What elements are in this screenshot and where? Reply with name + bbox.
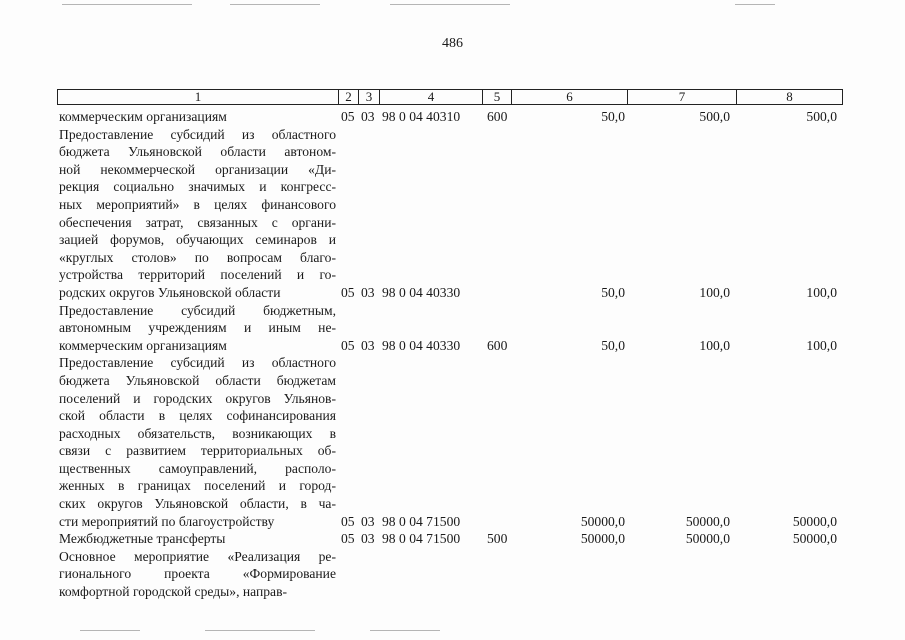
amount-col-8: 100,0: [806, 337, 837, 353]
amount-col-6: 50000,0: [580, 513, 625, 529]
section-code: 05: [341, 513, 355, 529]
header-col-6: 6: [512, 90, 628, 104]
description-line: ской области в целях софинансирования: [59, 408, 336, 424]
description-line: родских округов Ульяновской области: [59, 284, 281, 300]
amount-col-8: 100,0: [806, 284, 837, 300]
description-line: автономным учреждениям и иным не-: [59, 320, 336, 336]
subsection-code: 03: [361, 284, 375, 300]
table-row: [57, 302, 843, 355]
header-col-2: 2: [339, 90, 359, 104]
description-line: обеспечения затрат, связанных с органи-: [59, 214, 336, 230]
section-code: 05: [341, 109, 355, 124]
description-line: щественных самоуправлений, располо-: [59, 460, 336, 476]
amount-col-6: 50,0: [601, 109, 625, 124]
subsection-code: 03: [361, 513, 375, 529]
amount-col-6: 50,0: [601, 284, 625, 300]
header-col-8: 8: [786, 89, 793, 104]
table-header: [57, 89, 843, 105]
description-line: женных в границах поселений и город-: [59, 478, 336, 494]
scan-artifact: [390, 4, 510, 5]
amount-col-7: 50000,0: [685, 513, 730, 529]
amount-col-8: 500,0: [806, 109, 837, 124]
description-line: Межбюджетные трансферты: [59, 531, 226, 547]
amount-col-7: 500,0: [699, 109, 730, 124]
amount-col-8: 50000,0: [792, 531, 837, 547]
expense-type-code: 500: [487, 531, 508, 547]
description-line: «круглых столов» по вопросам благо-: [59, 249, 336, 265]
header-col-3: 3: [359, 90, 380, 104]
description-line: устройства территорий поселений и го-: [59, 267, 336, 283]
description-line: гионального проекта «Формирование: [59, 566, 336, 582]
table-row: [57, 126, 843, 302]
description-line: расходных обязательств, возникающих в: [59, 425, 336, 441]
description-line: рекция социально значимых и конгресс-: [59, 179, 336, 195]
page-number: 486: [442, 36, 463, 51]
section-code: 05: [341, 284, 355, 300]
description-line: Предоставление субсидий из областного: [59, 355, 336, 371]
scan-artifact: [370, 630, 440, 631]
description-line: ной некоммерческой организации «Ди-: [59, 161, 336, 177]
amount-col-6: 50,0: [601, 337, 625, 353]
target-article-code: 98 0 04 40310: [382, 109, 461, 124]
scan-artifact: [62, 4, 192, 5]
table-row: [57, 108, 843, 126]
description-line: комфортной городской среды», направ-: [59, 584, 288, 600]
header-col-4: 4: [380, 90, 483, 104]
amount-col-7: 50000,0: [685, 531, 730, 547]
description-line: Предоставление субсидий из областного: [59, 126, 336, 142]
description-line: сти мероприятий по благоустройству: [59, 513, 275, 529]
header-col-1: 1: [58, 90, 339, 104]
description-line: зацией форумов, обучающих семинаров и: [59, 232, 336, 248]
scan-artifact: [230, 4, 320, 5]
amount-col-6: 50000,0: [580, 531, 625, 547]
section-code: 05: [341, 337, 355, 353]
table-row: [57, 354, 843, 530]
table-row: [57, 548, 843, 601]
scan-artifact: [735, 4, 775, 5]
description-line: коммерческим организациям: [59, 337, 227, 353]
row-description: [57, 530, 336, 548]
subsection-code: 03: [361, 337, 375, 353]
table-body: [57, 108, 843, 601]
expense-type-code: 600: [487, 337, 508, 353]
subsection-code: 03: [361, 109, 375, 124]
target-article-code: 98 0 04 40330: [382, 284, 461, 300]
amount-col-8: 50000,0: [792, 513, 837, 529]
row-description: [57, 548, 336, 601]
row-description: [57, 108, 336, 126]
header-col-5: 5: [483, 90, 512, 104]
amount-col-7: 100,0: [699, 284, 730, 300]
description-line: ских округов Ульяновской области, в ча-: [59, 496, 336, 512]
target-article-code: 98 0 04 71500: [382, 531, 461, 547]
expense-type-code: 600: [487, 109, 508, 124]
description-line: поселений и городских округов Ульянов-: [59, 390, 336, 406]
description-line: Основное мероприятие «Реализация ре-: [59, 548, 336, 564]
amount-col-7: 100,0: [699, 337, 730, 353]
scan-artifact: [80, 630, 140, 631]
description-line: бюджета Ульяновской области бюджетам: [59, 372, 336, 388]
header-col-7: 7: [628, 90, 737, 104]
row-description: [57, 354, 336, 530]
scan-artifact: [205, 630, 315, 631]
target-article-code: 98 0 04 40330: [382, 337, 461, 353]
table-row: [57, 530, 843, 548]
description-line: бюджета Ульяновской области автоном-: [59, 144, 336, 160]
description-line: Предоставление субсидий бюджетным,: [59, 302, 336, 318]
description-line: ных мероприятий» в целях финансового: [59, 196, 336, 212]
description-line: коммерческим организациям: [59, 109, 227, 124]
target-article-code: 98 0 04 71500: [382, 513, 461, 529]
row-description: [57, 302, 336, 355]
description-line: связи с развитием территориальных об-: [59, 443, 336, 459]
section-code: 05: [341, 531, 355, 547]
subsection-code: 03: [361, 531, 375, 547]
row-description: [57, 126, 336, 302]
